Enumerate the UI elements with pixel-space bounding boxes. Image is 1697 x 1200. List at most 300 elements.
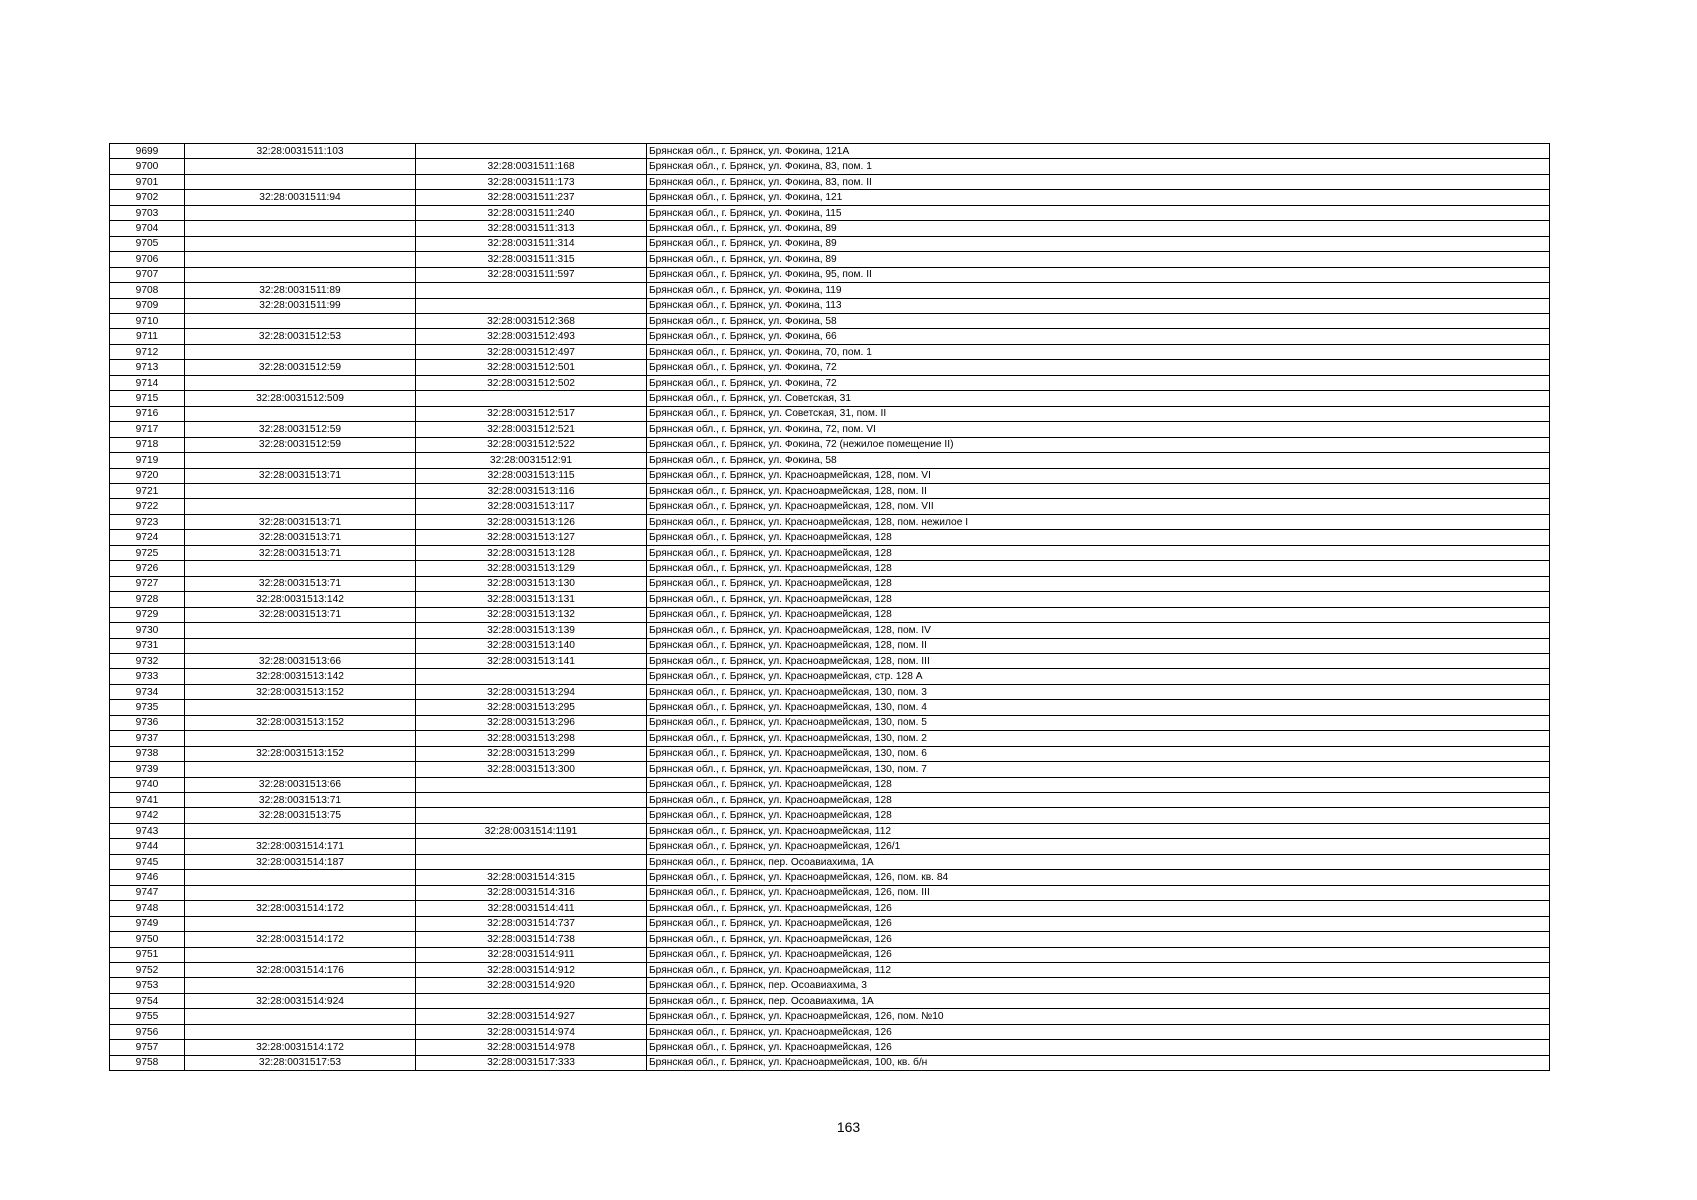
row-number: 9741 xyxy=(110,793,185,808)
table-row xyxy=(110,561,1550,576)
row-number: 9749 xyxy=(110,916,185,931)
land-cadastral-number xyxy=(185,978,416,993)
object-cadastral-number: 32:28:0031513:140 xyxy=(416,638,647,653)
object-cadastral-number: 32:28:0031513:298 xyxy=(416,731,647,746)
address: Брянская обл., г. Брянск, ул. Красноармейская, 128 xyxy=(647,793,1550,808)
table-row xyxy=(110,762,1550,777)
land-cadastral-number: 32:28:0031511:94 xyxy=(185,190,416,205)
table-row xyxy=(110,808,1550,823)
object-cadastral-number: 32:28:0031513:115 xyxy=(416,468,647,483)
object-cadastral-number: 32:28:0031514:315 xyxy=(416,870,647,885)
row-number: 9719 xyxy=(110,453,185,468)
table-row xyxy=(110,700,1550,715)
table-row xyxy=(110,360,1550,375)
row-number: 9726 xyxy=(110,561,185,576)
table-row xyxy=(110,298,1550,313)
row-number: 9708 xyxy=(110,283,185,298)
address: Брянская обл., г. Брянск, ул. Красноармейская, 128 xyxy=(647,530,1550,545)
address: Брянская обл., г. Брянск, ул. Красноармейская, 128, пом. VII xyxy=(647,499,1550,514)
table-row xyxy=(110,329,1550,344)
row-number: 9753 xyxy=(110,978,185,993)
row-number: 9723 xyxy=(110,514,185,529)
land-cadastral-number xyxy=(185,499,416,514)
row-number: 9739 xyxy=(110,762,185,777)
row-number: 9720 xyxy=(110,468,185,483)
address: Брянская обл., г. Брянск, ул. Красноармейская, 128 xyxy=(647,777,1550,792)
row-number: 9752 xyxy=(110,963,185,978)
object-cadastral-number xyxy=(416,669,647,684)
row-number: 9736 xyxy=(110,715,185,730)
table-row xyxy=(110,746,1550,761)
row-number: 9754 xyxy=(110,993,185,1008)
object-cadastral-number: 32:28:0031513:300 xyxy=(416,762,647,777)
address: Брянская обл., г. Брянск, ул. Фокина, 83, пом. 1 xyxy=(647,159,1550,174)
address: Брянская обл., г. Брянск, ул. Советская, 31, пом. II xyxy=(647,406,1550,421)
row-number: 9744 xyxy=(110,839,185,854)
table-row xyxy=(110,901,1550,916)
land-cadastral-number: 32:28:0031513:71 xyxy=(185,514,416,529)
table-row xyxy=(110,391,1550,406)
land-cadastral-number xyxy=(185,823,416,838)
row-number: 9738 xyxy=(110,746,185,761)
row-number: 9755 xyxy=(110,1009,185,1024)
row-number: 9703 xyxy=(110,205,185,220)
object-cadastral-number: 32:28:0031513:126 xyxy=(416,514,647,529)
land-cadastral-number: 32:28:0031512:53 xyxy=(185,329,416,344)
object-cadastral-number: 32:28:0031513:127 xyxy=(416,530,647,545)
row-number: 9727 xyxy=(110,576,185,591)
table-row xyxy=(110,236,1550,251)
object-cadastral-number: 32:28:0031513:129 xyxy=(416,561,647,576)
land-cadastral-number: 32:28:0031514:172 xyxy=(185,932,416,947)
object-cadastral-number: 32:28:0031511:240 xyxy=(416,205,647,220)
land-cadastral-number: 32:28:0031513:152 xyxy=(185,684,416,699)
land-cadastral-number xyxy=(185,700,416,715)
address: Брянская обл., г. Брянск, ул. Красноармейская, 128, пом. нежилое I xyxy=(647,514,1550,529)
land-cadastral-number xyxy=(185,221,416,236)
table-row xyxy=(110,221,1550,236)
object-cadastral-number: 32:28:0031513:294 xyxy=(416,684,647,699)
row-number: 9705 xyxy=(110,236,185,251)
row-number: 9716 xyxy=(110,406,185,421)
address: Брянская обл., г. Брянск, пер. Осоавиахима, 1А xyxy=(647,993,1550,1008)
address: Брянская обл., г. Брянск, пер. Осоавиахима, 3 xyxy=(647,978,1550,993)
object-cadastral-number: 32:28:0031513:295 xyxy=(416,700,647,715)
table-row xyxy=(110,205,1550,220)
land-cadastral-number: 32:28:0031513:71 xyxy=(185,607,416,622)
table-row xyxy=(110,978,1550,993)
address: Брянская обл., г. Брянск, ул. Фокина, 119 xyxy=(647,283,1550,298)
row-number: 9709 xyxy=(110,298,185,313)
object-cadastral-number: 32:28:0031513:130 xyxy=(416,576,647,591)
row-number: 9758 xyxy=(110,1055,185,1070)
table-row xyxy=(110,453,1550,468)
land-cadastral-number: 32:28:0031514:172 xyxy=(185,901,416,916)
table-row xyxy=(110,839,1550,854)
address: Брянская обл., г. Брянск, ул. Красноармейская, 130, пом. 2 xyxy=(647,731,1550,746)
land-cadastral-number xyxy=(185,267,416,282)
land-cadastral-number xyxy=(185,731,416,746)
land-cadastral-number: 32:28:0031511:89 xyxy=(185,283,416,298)
row-number: 9747 xyxy=(110,885,185,900)
row-number: 9721 xyxy=(110,483,185,498)
land-cadastral-number: 32:28:0031513:142 xyxy=(185,592,416,607)
object-cadastral-number xyxy=(416,993,647,1008)
object-cadastral-number: 32:28:0031514:912 xyxy=(416,963,647,978)
object-cadastral-number: 32:28:0031512:91 xyxy=(416,453,647,468)
row-number: 9702 xyxy=(110,190,185,205)
address: Брянская обл., г. Брянск, ул. Красноармейская, 130, пом. 6 xyxy=(647,746,1550,761)
object-cadastral-number: 32:28:0031511:237 xyxy=(416,190,647,205)
land-cadastral-number xyxy=(185,344,416,359)
table-row xyxy=(110,592,1550,607)
row-number: 9725 xyxy=(110,545,185,560)
object-cadastral-number xyxy=(416,283,647,298)
row-number: 9731 xyxy=(110,638,185,653)
row-number: 9713 xyxy=(110,360,185,375)
registry-table-body xyxy=(110,144,1550,1071)
address: Брянская обл., г. Брянск, ул. Красноармейская, 112 xyxy=(647,963,1550,978)
table-row xyxy=(110,468,1550,483)
row-number: 9751 xyxy=(110,947,185,962)
row-number: 9724 xyxy=(110,530,185,545)
land-cadastral-number xyxy=(185,159,416,174)
object-cadastral-number: 32:28:0031513:128 xyxy=(416,545,647,560)
row-number: 9756 xyxy=(110,1024,185,1039)
address: Брянская обл., г. Брянск, ул. Советская, 31 xyxy=(647,391,1550,406)
table-row xyxy=(110,854,1550,869)
land-cadastral-number: 32:28:0031514:172 xyxy=(185,1040,416,1055)
object-cadastral-number xyxy=(416,144,647,159)
land-cadastral-number: 32:28:0031513:71 xyxy=(185,793,416,808)
table-row xyxy=(110,514,1550,529)
row-number: 9699 xyxy=(110,144,185,159)
land-cadastral-number: 32:28:0031512:59 xyxy=(185,437,416,452)
registry-table xyxy=(109,143,1550,1071)
table-row xyxy=(110,375,1550,390)
land-cadastral-number: 32:28:0031514:176 xyxy=(185,963,416,978)
table-row xyxy=(110,313,1550,328)
table-row xyxy=(110,947,1550,962)
object-cadastral-number: 32:28:0031511:314 xyxy=(416,236,647,251)
land-cadastral-number: 32:28:0031514:171 xyxy=(185,839,416,854)
row-number: 9757 xyxy=(110,1040,185,1055)
address: Брянская обл., г. Брянск, ул. Фокина, 121 xyxy=(647,190,1550,205)
row-number: 9714 xyxy=(110,375,185,390)
table-row xyxy=(110,1055,1550,1070)
address: Брянская обл., г. Брянск, ул. Фокина, 72 (нежилое помещение II) xyxy=(647,437,1550,452)
address: Брянская обл., г. Брянск, ул. Фокина, 72, пом. VI xyxy=(647,422,1550,437)
land-cadastral-number: 32:28:0031512:509 xyxy=(185,391,416,406)
land-cadastral-number: 32:28:0031513:142 xyxy=(185,669,416,684)
land-cadastral-number xyxy=(185,406,416,421)
table-row xyxy=(110,932,1550,947)
row-number: 9742 xyxy=(110,808,185,823)
table-row xyxy=(110,1024,1550,1039)
address: Брянская обл., г. Брянск, ул. Красноармейская, стр. 128 А xyxy=(647,669,1550,684)
object-cadastral-number: 32:28:0031512:522 xyxy=(416,437,647,452)
row-number: 9748 xyxy=(110,901,185,916)
table-row xyxy=(110,885,1550,900)
object-cadastral-number xyxy=(416,854,647,869)
row-number: 9715 xyxy=(110,391,185,406)
land-cadastral-number: 32:28:0031513:71 xyxy=(185,468,416,483)
table-row xyxy=(110,963,1550,978)
address: Брянская обл., г. Брянск, ул. Красноармейская, 126, пом. №10 xyxy=(647,1009,1550,1024)
row-number: 9740 xyxy=(110,777,185,792)
table-row xyxy=(110,483,1550,498)
page-number: 163 xyxy=(836,1119,861,1135)
object-cadastral-number xyxy=(416,793,647,808)
row-number: 9746 xyxy=(110,870,185,885)
object-cadastral-number: 32:28:0031512:501 xyxy=(416,360,647,375)
land-cadastral-number: 32:28:0031513:152 xyxy=(185,715,416,730)
land-cadastral-number xyxy=(185,313,416,328)
object-cadastral-number: 32:28:0031513:132 xyxy=(416,607,647,622)
object-cadastral-number xyxy=(416,391,647,406)
object-cadastral-number: 32:28:0031511:313 xyxy=(416,221,647,236)
row-number: 9718 xyxy=(110,437,185,452)
object-cadastral-number: 32:28:0031513:141 xyxy=(416,653,647,668)
address: Брянская обл., г. Брянск, ул. Фокина, 121А xyxy=(647,144,1550,159)
object-cadastral-number: 32:28:0031512:521 xyxy=(416,422,647,437)
land-cadastral-number xyxy=(185,638,416,653)
object-cadastral-number: 32:28:0031514:737 xyxy=(416,916,647,931)
table-row xyxy=(110,530,1550,545)
object-cadastral-number: 32:28:0031511:315 xyxy=(416,252,647,267)
land-cadastral-number: 32:28:0031512:59 xyxy=(185,360,416,375)
land-cadastral-number xyxy=(185,947,416,962)
table-row xyxy=(110,283,1550,298)
address: Брянская обл., г. Брянск, ул. Красноармейская, 126 xyxy=(647,901,1550,916)
table-row xyxy=(110,638,1550,653)
land-cadastral-number xyxy=(185,623,416,638)
table-row xyxy=(110,344,1550,359)
address: Брянская обл., г. Брянск, ул. Фокина, 89 xyxy=(647,236,1550,251)
address: Брянская обл., г. Брянск, ул. Красноармейская, 128, пом. II xyxy=(647,483,1550,498)
row-number: 9704 xyxy=(110,221,185,236)
object-cadastral-number: 32:28:0031512:502 xyxy=(416,375,647,390)
table-row xyxy=(110,653,1550,668)
table-row xyxy=(110,190,1550,205)
land-cadastral-number xyxy=(185,870,416,885)
row-number: 9717 xyxy=(110,422,185,437)
table-row xyxy=(110,731,1550,746)
object-cadastral-number: 32:28:0031511:597 xyxy=(416,267,647,282)
land-cadastral-number xyxy=(185,1024,416,1039)
land-cadastral-number xyxy=(185,916,416,931)
address: Брянская обл., г. Брянск, ул. Красноармейская, 128 xyxy=(647,808,1550,823)
object-cadastral-number: 32:28:0031513:296 xyxy=(416,715,647,730)
table-row xyxy=(110,576,1550,591)
object-cadastral-number: 32:28:0031512:517 xyxy=(416,406,647,421)
address: Брянская обл., г. Брянск, ул. Фокина, 89 xyxy=(647,221,1550,236)
address: Брянская обл., г. Брянск, ул. Фокина, 83, пом. II xyxy=(647,174,1550,189)
address: Брянская обл., г. Брянск, ул. Фокина, 89 xyxy=(647,252,1550,267)
address: Брянская обл., г. Брянск, ул. Красноармейская, 126 xyxy=(647,947,1550,962)
table-row xyxy=(110,159,1550,174)
land-cadastral-number xyxy=(185,1009,416,1024)
address: Брянская обл., г. Брянск, ул. Красноармейская, 100, кв. б/н xyxy=(647,1055,1550,1070)
land-cadastral-number: 32:28:0031513:66 xyxy=(185,653,416,668)
land-cadastral-number: 32:28:0031513:75 xyxy=(185,808,416,823)
land-cadastral-number: 32:28:0031517:53 xyxy=(185,1055,416,1070)
table-row xyxy=(110,422,1550,437)
land-cadastral-number: 32:28:0031514:187 xyxy=(185,854,416,869)
address: Брянская обл., г. Брянск, ул. Красноармейская, 128 xyxy=(647,576,1550,591)
table-row xyxy=(110,144,1550,159)
table-row xyxy=(110,437,1550,452)
address: Брянская обл., г. Брянск, ул. Красноармейская, 126, пом. кв. 84 xyxy=(647,870,1550,885)
address: Брянская обл., г. Брянск, ул. Красноармейская, 130, пом. 3 xyxy=(647,684,1550,699)
land-cadastral-number xyxy=(185,252,416,267)
address: Брянская обл., г. Брянск, ул. Фокина, 95, пом. II xyxy=(647,267,1550,282)
land-cadastral-number: 32:28:0031513:71 xyxy=(185,530,416,545)
land-cadastral-number: 32:28:0031513:66 xyxy=(185,777,416,792)
object-cadastral-number: 32:28:0031512:497 xyxy=(416,344,647,359)
object-cadastral-number: 32:28:0031513:131 xyxy=(416,592,647,607)
row-number: 9722 xyxy=(110,499,185,514)
object-cadastral-number xyxy=(416,777,647,792)
object-cadastral-number xyxy=(416,808,647,823)
object-cadastral-number xyxy=(416,839,647,854)
land-cadastral-number xyxy=(185,236,416,251)
land-cadastral-number: 32:28:0031514:924 xyxy=(185,993,416,1008)
address: Брянская обл., г. Брянск, ул. Фокина, 70, пом. 1 xyxy=(647,344,1550,359)
row-number: 9728 xyxy=(110,592,185,607)
address: Брянская обл., г. Брянск, ул. Красноармейская, 126 xyxy=(647,1040,1550,1055)
address: Брянская обл., г. Брянск, ул. Фокина, 58 xyxy=(647,313,1550,328)
land-cadastral-number: 32:28:0031513:71 xyxy=(185,576,416,591)
table-row xyxy=(110,267,1550,282)
object-cadastral-number: 32:28:0031514:978 xyxy=(416,1040,647,1055)
table-row xyxy=(110,252,1550,267)
land-cadastral-number: 32:28:0031511:99 xyxy=(185,298,416,313)
object-cadastral-number: 32:28:0031511:173 xyxy=(416,174,647,189)
table-row xyxy=(110,823,1550,838)
object-cadastral-number: 32:28:0031514:738 xyxy=(416,932,647,947)
row-number: 9737 xyxy=(110,731,185,746)
address: Брянская обл., г. Брянск, ул. Красноармейская, 128, пом. VI xyxy=(647,468,1550,483)
row-number: 9710 xyxy=(110,313,185,328)
address: Брянская обл., г. Брянск, ул. Красноармейская, 128 xyxy=(647,607,1550,622)
row-number: 9712 xyxy=(110,344,185,359)
land-cadastral-number xyxy=(185,885,416,900)
row-number: 9745 xyxy=(110,854,185,869)
row-number: 9711 xyxy=(110,329,185,344)
row-number: 9733 xyxy=(110,669,185,684)
row-number: 9732 xyxy=(110,653,185,668)
table-row xyxy=(110,715,1550,730)
row-number: 9707 xyxy=(110,267,185,282)
table-row xyxy=(110,993,1550,1008)
address: Брянская обл., г. Брянск, ул. Красноармейская, 126 xyxy=(647,932,1550,947)
land-cadastral-number: 32:28:0031513:152 xyxy=(185,746,416,761)
table-row xyxy=(110,1040,1550,1055)
table-row xyxy=(110,174,1550,189)
land-cadastral-number xyxy=(185,205,416,220)
row-number: 9735 xyxy=(110,700,185,715)
address: Брянская обл., г. Брянск, ул. Красноармейская, 126 xyxy=(647,916,1550,931)
land-cadastral-number: 32:28:0031512:59 xyxy=(185,422,416,437)
land-cadastral-number xyxy=(185,174,416,189)
address: Брянская обл., г. Брянск, ул. Красноармейская, 128 xyxy=(647,545,1550,560)
object-cadastral-number: 32:28:0031513:116 xyxy=(416,483,647,498)
land-cadastral-number xyxy=(185,483,416,498)
address: Брянская обл., г. Брянск, ул. Красноармейская, 128 xyxy=(647,561,1550,576)
table-row xyxy=(110,916,1550,931)
land-cadastral-number xyxy=(185,561,416,576)
table-row xyxy=(110,545,1550,560)
table-row xyxy=(110,406,1550,421)
object-cadastral-number: 32:28:0031512:493 xyxy=(416,329,647,344)
table-row xyxy=(110,669,1550,684)
table-row xyxy=(110,684,1550,699)
row-number: 9734 xyxy=(110,684,185,699)
address: Брянская обл., г. Брянск, ул. Фокина, 58 xyxy=(647,453,1550,468)
object-cadastral-number: 32:28:0031514:411 xyxy=(416,901,647,916)
address: Брянская обл., г. Брянск, ул. Красноармейская, 130, пом. 7 xyxy=(647,762,1550,777)
object-cadastral-number: 32:28:0031514:920 xyxy=(416,978,647,993)
row-number: 9706 xyxy=(110,252,185,267)
row-number: 9700 xyxy=(110,159,185,174)
row-number: 9701 xyxy=(110,174,185,189)
table-row xyxy=(110,870,1550,885)
table-row xyxy=(110,499,1550,514)
address: Брянская обл., г. Брянск, ул. Красноармейская, 112 xyxy=(647,823,1550,838)
address: Брянская обл., г. Брянск, ул. Фокина, 113 xyxy=(647,298,1550,313)
object-cadastral-number: 32:28:0031513:117 xyxy=(416,499,647,514)
address: Брянская обл., г. Брянск, ул. Красноармейская, 126, пом. III xyxy=(647,885,1550,900)
table-row xyxy=(110,623,1550,638)
object-cadastral-number: 32:28:0031514:316 xyxy=(416,885,647,900)
object-cadastral-number: 32:28:0031513:139 xyxy=(416,623,647,638)
table-row xyxy=(110,607,1550,622)
land-cadastral-number: 32:28:0031513:71 xyxy=(185,545,416,560)
address: Брянская обл., г. Брянск, ул. Красноармейская, 130, пом. 5 xyxy=(647,715,1550,730)
object-cadastral-number: 32:28:0031512:368 xyxy=(416,313,647,328)
land-cadastral-number: 32:28:0031511:103 xyxy=(185,144,416,159)
address: Брянская обл., г. Брянск, ул. Фокина, 72 xyxy=(647,375,1550,390)
land-cadastral-number xyxy=(185,375,416,390)
object-cadastral-number: 32:28:0031517:333 xyxy=(416,1055,647,1070)
address: Брянская обл., г. Брянск, ул. Красноармейская, 128 xyxy=(647,592,1550,607)
address: Брянская обл., г. Брянск, ул. Красноармейская, 128, пом. IV xyxy=(647,623,1550,638)
object-cadastral-number: 32:28:0031511:168 xyxy=(416,159,647,174)
row-number: 9743 xyxy=(110,823,185,838)
object-cadastral-number: 32:28:0031514:974 xyxy=(416,1024,647,1039)
address: Брянская обл., г. Брянск, ул. Красноармейская, 128, пом. III xyxy=(647,653,1550,668)
table-row xyxy=(110,1009,1550,1024)
object-cadastral-number xyxy=(416,298,647,313)
address: Брянская обл., г. Брянск, ул. Фокина, 66 xyxy=(647,329,1550,344)
object-cadastral-number: 32:28:0031514:911 xyxy=(416,947,647,962)
address: Брянская обл., г. Брянск, пер. Осоавиахима, 1А xyxy=(647,854,1550,869)
row-number: 9729 xyxy=(110,607,185,622)
address: Брянская обл., г. Брянск, ул. Красноармейская, 128, пом. II xyxy=(647,638,1550,653)
object-cadastral-number: 32:28:0031514:927 xyxy=(416,1009,647,1024)
address: Брянская обл., г. Брянск, ул. Фокина, 115 xyxy=(647,205,1550,220)
row-number: 9750 xyxy=(110,932,185,947)
object-cadastral-number: 32:28:0031513:299 xyxy=(416,746,647,761)
land-cadastral-number xyxy=(185,762,416,777)
table-row xyxy=(110,793,1550,808)
row-number: 9730 xyxy=(110,623,185,638)
table-row xyxy=(110,777,1550,792)
object-cadastral-number: 32:28:0031514:1191 xyxy=(416,823,647,838)
address: Брянская обл., г. Брянск, ул. Красноармейская, 130, пом. 4 xyxy=(647,700,1550,715)
address: Брянская обл., г. Брянск, ул. Красноармейская, 126/1 xyxy=(647,839,1550,854)
